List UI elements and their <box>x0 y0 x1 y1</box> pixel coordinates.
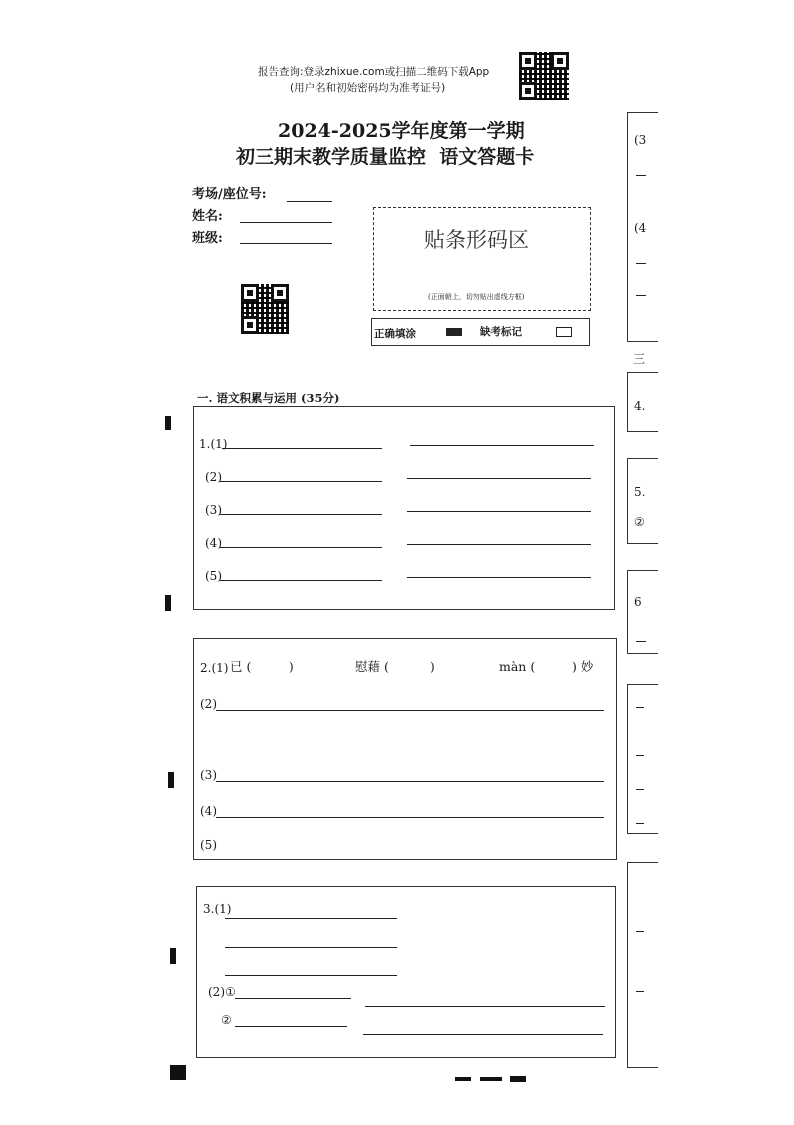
q2-char-c: màn ( <box>499 659 536 674</box>
name-field[interactable] <box>240 222 332 223</box>
q3-answer-line[interactable] <box>363 1034 603 1035</box>
right-fragment-line <box>636 991 644 992</box>
q2-char-b: 慰藉 ( <box>355 659 389 674</box>
right-fragment: 5. <box>634 485 646 499</box>
q3-answer-line[interactable] <box>225 918 397 919</box>
right-panel-6 <box>627 862 658 1068</box>
q1-answer-line[interactable] <box>220 514 382 515</box>
q2-item-label: (5) <box>200 838 217 852</box>
seat-label: 考场/座位号: <box>192 187 267 202</box>
right-fragment: (3 <box>634 133 647 147</box>
q1-item-label: (4) <box>205 536 222 550</box>
q2-answer-line[interactable] <box>216 781 604 782</box>
q1-item-label: (3) <box>205 503 222 517</box>
q2-char-a: 已 ( <box>230 659 252 674</box>
q1-answer-line[interactable] <box>410 445 594 446</box>
q2-answer-line[interactable] <box>216 710 604 711</box>
q2-item-label: (2) <box>200 697 217 711</box>
right-fragment-line <box>636 707 644 708</box>
app-qr-code-icon <box>519 52 569 100</box>
class-field[interactable] <box>240 243 332 244</box>
right-panel-4 <box>627 570 658 654</box>
q1-answer-line[interactable] <box>407 511 591 512</box>
q1-answer-line[interactable] <box>220 580 382 581</box>
q3-item-label: (2)① <box>208 985 236 999</box>
alignment-marker <box>165 595 171 611</box>
bottom-timing-mark <box>455 1077 471 1081</box>
right-fragment: 三 <box>633 352 646 366</box>
correct-fill-label: 正确填涂 <box>374 328 416 340</box>
q2-item-label: (4) <box>200 804 217 818</box>
q1-answer-line[interactable] <box>220 481 382 482</box>
q1-answer-line[interactable] <box>407 478 591 479</box>
q3-answer-line[interactable] <box>235 1026 347 1027</box>
alignment-marker <box>165 416 171 430</box>
q2-answer-box <box>193 638 617 860</box>
alignment-marker <box>170 948 176 964</box>
exam-qr-code-icon <box>241 284 289 334</box>
absent-mark-box[interactable] <box>556 327 572 337</box>
seat-field[interactable] <box>287 201 332 202</box>
q2-char-a-close: ) <box>289 660 294 674</box>
right-fragment: 4. <box>634 399 646 413</box>
q1-answer-line[interactable] <box>407 544 591 545</box>
q2-answer-line[interactable] <box>216 817 604 818</box>
class-label: 班级: <box>192 231 223 246</box>
bottom-timing-mark <box>510 1076 526 1082</box>
barcode-note: (正面朝上，切勿贴出虚线方框) <box>428 293 525 301</box>
barcode-area <box>373 207 591 311</box>
page-title-line1: 2024-2025学年度第一学期 <box>278 120 525 142</box>
q3-answer-line[interactable] <box>365 1006 605 1007</box>
report-query-line: 报告查询:登录zhixue.com或扫描二维码下载App <box>258 66 490 78</box>
section1-heading: 一. 语文积累与运用 (35分) <box>197 391 340 405</box>
barcode-title: 贴条形码区 <box>424 228 529 252</box>
page-title-line2: 初三期末教学质量监控 语文答题卡 <box>236 146 535 168</box>
absent-mark-label: 缺考标记 <box>480 326 522 338</box>
right-fragment-line <box>636 175 646 176</box>
alignment-marker <box>170 1065 186 1080</box>
right-fragment-line <box>636 263 646 264</box>
q1-answer-line[interactable] <box>222 448 382 449</box>
right-fragment-line <box>636 789 644 790</box>
right-panel-2 <box>627 372 658 432</box>
q3-item-label: 3.(1) <box>203 902 232 916</box>
q1-answer-box <box>193 406 615 610</box>
right-fragment: 6 <box>634 595 642 609</box>
q2-char-c-close: ) 妙 <box>572 659 594 674</box>
right-fragment: (4 <box>634 221 647 235</box>
report-query-note: (用户名和初始密码均为准考证号) <box>290 82 446 94</box>
right-fragment: ② <box>634 515 645 529</box>
right-fragment-line <box>636 295 646 296</box>
q2-item-label: 2.(1) <box>200 661 229 675</box>
q2-char-b-close: ) <box>430 660 435 674</box>
right-fragment-line <box>636 931 644 932</box>
filled-sample-icon <box>446 328 462 336</box>
right-fragment-line <box>636 641 646 642</box>
q1-answer-line[interactable] <box>220 547 382 548</box>
right-panel-3 <box>627 458 658 544</box>
q1-answer-line[interactable] <box>407 577 591 578</box>
q2-item-label: (3) <box>200 768 217 782</box>
fill-legend <box>371 318 590 346</box>
q1-item-label: 1.(1) <box>199 437 228 451</box>
q3-answer-box <box>196 886 616 1058</box>
q3-answer-line[interactable] <box>235 998 351 999</box>
right-panel-1 <box>627 112 658 342</box>
q1-item-label: (2) <box>205 470 222 484</box>
right-fragment-line <box>636 823 644 824</box>
q1-item-label: (5) <box>205 569 222 583</box>
alignment-marker <box>168 772 174 788</box>
q3-answer-line[interactable] <box>225 975 397 976</box>
right-fragment-line <box>636 755 644 756</box>
q3-item-label: ② <box>221 1013 232 1027</box>
bottom-timing-mark <box>480 1077 502 1081</box>
name-label: 姓名: <box>192 209 223 224</box>
q3-answer-line[interactable] <box>225 947 397 948</box>
right-panel-5 <box>627 684 658 834</box>
